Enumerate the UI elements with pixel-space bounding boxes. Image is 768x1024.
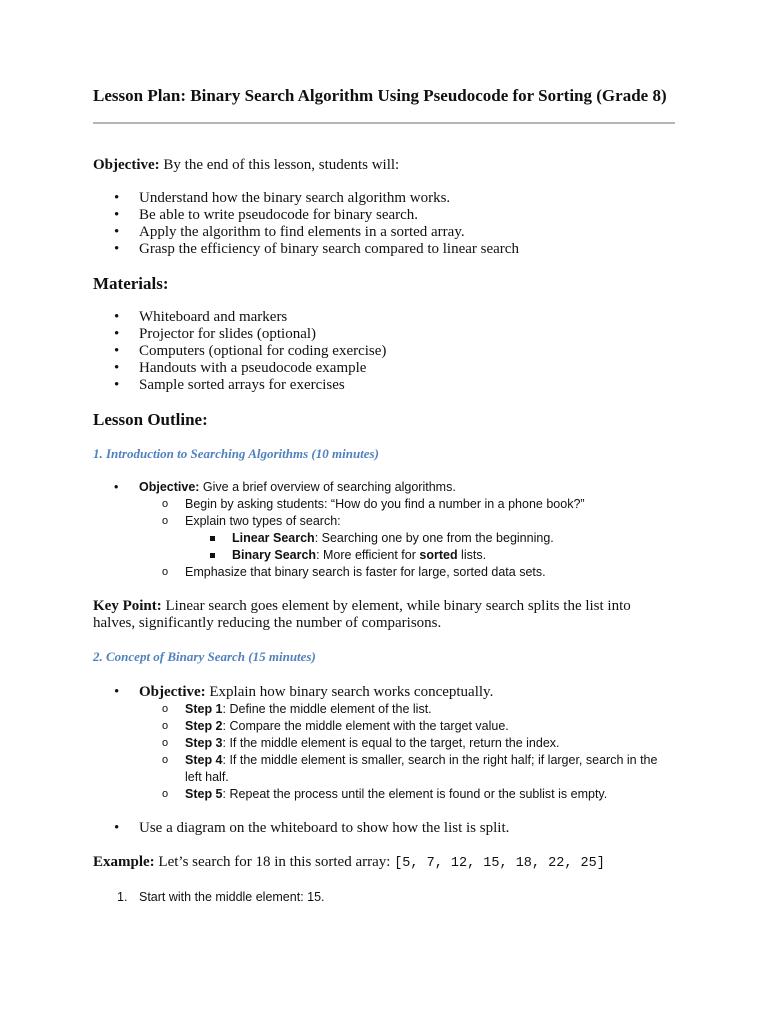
section-2-list — [93, 684, 675, 803]
step-label: Step 4 — [185, 753, 223, 767]
key-point-text: Linear search goes element by element, while binary search splits the list into halves, significantly reducing the number of comparisons. — [93, 598, 631, 631]
diagram-note: • Use a diagram on the whiteboard to show how the list is split. — [93, 820, 675, 837]
step-label: Step 5 — [185, 787, 223, 801]
step-text: : If the middle element is smaller, search in the right half; if larger, search in the left half. — [185, 753, 658, 784]
title-divider — [93, 122, 675, 124]
section-1-heading: 1. Introduction to Searching Algorithms (10 minutes) — [93, 446, 379, 461]
step-text: : Repeat the process until the element is found or the sublist is empty. — [222, 787, 608, 801]
list-item: • Computers (optional for coding exercise) — [93, 343, 675, 360]
linear-search-text: : Searching one by one from the beginning. — [314, 531, 554, 545]
step-label: Step 3 — [185, 736, 223, 750]
list-item: • Apply the algorithm to find elements in a sorted array. — [93, 224, 675, 241]
objective-text: By the end of this lesson, students will: — [159, 157, 400, 173]
step-text: : If the middle element is equal to the target, return the index. — [222, 736, 560, 750]
numbered-item — [93, 889, 675, 906]
binary-search-text-end: lists. — [457, 548, 487, 562]
section-1-list — [93, 479, 675, 581]
item-number: 1. — [117, 890, 128, 904]
materials-list — [93, 309, 675, 394]
lesson-outline-heading: Lesson Outline: — [93, 410, 208, 429]
example-array: [5, 7, 12, 15, 18, 22, 25] — [394, 856, 605, 871]
objective-paragraph — [93, 157, 675, 174]
list-item: • Handouts with a pseudocode example — [93, 360, 675, 377]
list-item: • Understand how the binary search algorithm works. — [93, 190, 675, 207]
item-text: Start with the middle element: 15. — [139, 890, 325, 904]
objective-label: Objective: — [139, 480, 200, 494]
key-point-label: Key Point: — [93, 598, 162, 614]
linear-search-label: Linear Search — [232, 531, 315, 545]
binary-search-label: Binary Search — [232, 548, 317, 562]
list-item: • Projector for slides (optional) — [93, 326, 675, 343]
objective-list — [93, 190, 675, 258]
example-steps-list — [93, 889, 675, 906]
step-label: Step 1 — [185, 702, 223, 716]
binary-search-text: : More efficient for — [316, 548, 420, 562]
section-2-note-list — [93, 820, 675, 837]
list-item: • Whiteboard and markers — [93, 309, 675, 326]
section-1-objective — [93, 479, 675, 496]
objective-label: Objective: — [139, 684, 206, 700]
step-item — [93, 752, 675, 786]
list-item: • Sample sorted arrays for exercises — [93, 377, 675, 394]
objective-label: Objective: — [93, 157, 160, 173]
objective-text: Give a brief overview of searching algorithms. — [199, 480, 456, 494]
list-item: • Be able to write pseudocode for binary search. — [93, 207, 675, 224]
step-item — [93, 718, 675, 735]
example-text: Let’s search for 18 in this sorted array: — [154, 854, 395, 870]
step-label: Step 2 — [185, 719, 223, 733]
list-item-linear-search — [93, 530, 675, 547]
example-label: Example: — [93, 854, 155, 870]
step-text: : Compare the middle element with the target value. — [222, 719, 509, 733]
list-item-binary-search — [93, 547, 675, 564]
page-title: Lesson Plan: Binary Search Algorithm Using Pseudocode for Sorting (Grade 8) — [93, 86, 667, 105]
sorted-emphasis: sorted — [419, 548, 458, 562]
example-paragraph — [93, 854, 675, 872]
list-item: • Grasp the efficiency of binary search compared to linear search — [93, 241, 675, 258]
document-page — [93, 86, 675, 906]
section-2-heading: 2. Concept of Binary Search (15 minutes) — [93, 649, 316, 664]
list-item: o Explain two types of search: — [93, 513, 675, 530]
step-item — [93, 701, 675, 718]
step-item — [93, 735, 675, 752]
section-2-objective — [93, 684, 675, 701]
materials-heading: Materials: — [93, 274, 169, 293]
step-text: : Define the middle element of the list. — [222, 702, 432, 716]
key-point-paragraph — [93, 598, 675, 632]
list-item: o Emphasize that binary search is faster for large, sorted data sets. — [93, 564, 675, 581]
objective-text: Explain how binary search works conceptually. — [205, 684, 494, 700]
list-item: o Begin by asking students: “How do you find a number in a phone book?” — [93, 496, 675, 513]
step-item — [93, 786, 675, 803]
